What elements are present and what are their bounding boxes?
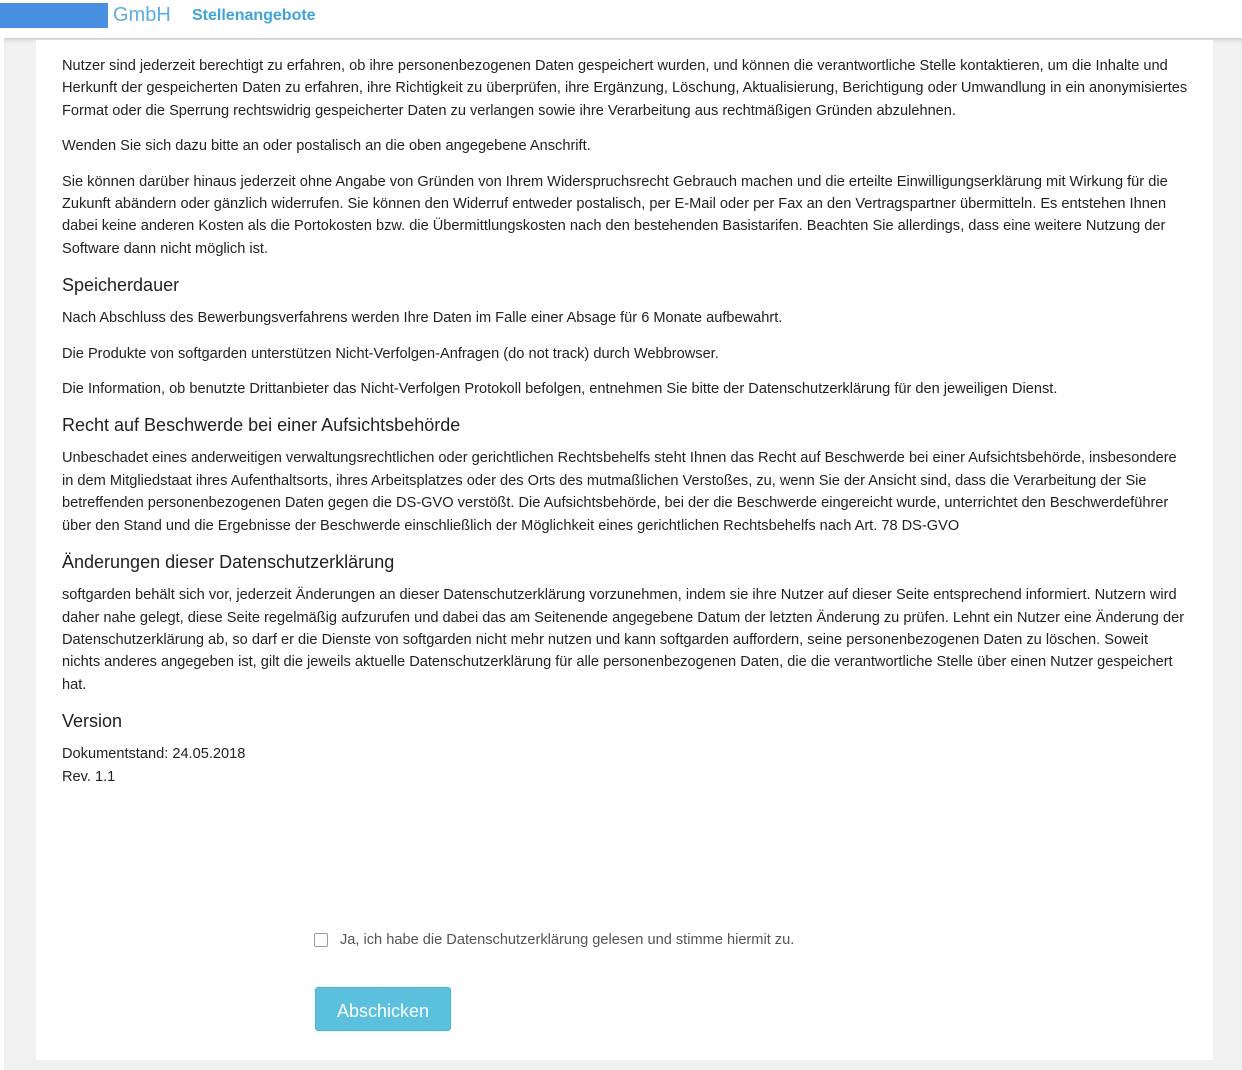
version-info <box>62 743 1190 788</box>
consent-row[interactable] <box>314 928 794 952</box>
revision: Rev. 1.1 <box>62 768 116 785</box>
submit-button[interactable]: Abschicken <box>315 987 451 1031</box>
heading-aenderungen: Änderungen dieser Datenschutzerklärung <box>62 552 395 573</box>
consent-label[interactable]: Ja, ich habe die Datenschutzerklärung gelesen und stimme hiermit zu. <box>340 932 795 948</box>
paragraph-auskunftsrecht: Nutzer sind jederzeit berechtigt zu erfahren, ob ihre personenbezogenen Daten gespeichert wurden, und können die verantwortliche Stelle kontaktieren, um die Inhalte und Herkunft der gespeicherten Daten zu erfahren, ihre Richtigkeit zu überprüfen, ihre Ergänzung, Löschung, Aktualisierung, Berichtigung oder Umwandlung in ein anonymisiertes Format oder die Sperrung rechtswidrig gespeicherter Daten zu verlangen sowie ihre Verarbeitung aus rechtmäßigen Gründen abzulehnen. <box>62 58 1188 119</box>
paragraph-do-not-track: Die Produkte von softgarden unterstützen Nicht-Verfolgen-Anfragen (do not track) durch Webbrowser. <box>62 345 719 362</box>
nav-link-stellenangebote[interactable]: Stellenangebote <box>192 7 316 24</box>
paragraph-aufbewahrung: Nach Abschluss des Bewerbungsverfahrens werden Ihre Daten im Falle einer Absage für 6 Monate aufbewahrt. <box>62 310 783 327</box>
paragraph-widerspruchsrecht: Sie können darüber hinaus jederzeit ohne Angabe von Gründen von Ihrem Widerspruchsrecht Gebrauch machen und die erteilte Einwilligungserklärung mit Wirkung für die Zukunft abändern oder gänzlich widerrufen. Sie können den Widerruf entweder postalisch, per E-Mail oder per Fax an den Vertragspartner übermitteln. Es entstehen Ihnen dabei keine anderen Kosten als die Portokosten bzw. die Übermittlungskosten nach den bestehenden Basistarifen. Beachten Sie allerdings, dass eine weitere Nutzung der Software dann nicht möglich ist. <box>62 173 1168 257</box>
company-name: GmbH <box>113 4 171 26</box>
header <box>0 0 1242 38</box>
privacy-policy-text <box>62 55 1190 788</box>
heading-version: Version <box>62 711 123 732</box>
paragraph-aenderungen: softgarden behält sich vor, jederzeit Änderungen an dieser Datenschutzerklärung vorzunehmen, indem sie ihre Nutzer auf dieser Seite entsprechend informiert. Nutzern wird daher nahe gelegt, diese Seite regelmäßig aufzurufen und dabei das am Seitenende angegebene Datum der letzten Änderung zu prüfen. Lehnt ein Nutzer eine Änderung der Datenschutzerklärung ab, so darf er die Dienste von softgarden nicht mehr nutzen und kann softgarden auffordern, seine personenbezogenen Daten zu löschen. Soweit nichts anderes angegeben ist, gilt die jeweils aktuelle Datenschutzerklärung für alle personenbezogenen Daten, die die verantwortliche Stelle über einen Nutzer gespeichert hat. <box>62 587 1185 693</box>
company-logo[interactable] <box>0 3 108 28</box>
paragraph-kontakt: Wenden Sie sich dazu bitte an oder postalisch an die oben angegebene Anschrift. <box>62 138 591 155</box>
paragraph-beschwerde: Unbeschadet eines anderweitigen verwaltungsrechtlichen oder gerichtlichen Rechtsbehelfs steht Ihnen das Recht auf Beschwerde bei einer Aufsichtsbehörde, insbesondere in dem Mitgliedstaat ihres Aufenthaltsorts, ihres Arbeitsplatzes oder des Orts des mutmaßlichen Verstoßes, zu, wenn Sie der Ansicht sind, dass die Verarbeitung der Sie betreffenden personenbezogenen Daten gegen die DS-GVO verstößt. Die Aufsichtsbehörde, bei der die Beschwerde eingereicht wurde, unterrichtet den Beschwerdeführer über den Stand und die Ergebnisse der Beschwerde einschließlich der Möglichkeit eines gerichtlichen Rechtsbehelfs nach Art. 78 DS-GVO <box>62 450 1177 534</box>
consent-checkbox[interactable] <box>314 933 328 947</box>
document-date: Dokumentstand: 24.05.2018 <box>62 746 246 763</box>
heading-beschwerde: Recht auf Beschwerde bei einer Aufsichtsbehörde <box>62 415 461 436</box>
heading-speicherdauer: Speicherdauer <box>62 275 180 296</box>
paragraph-drittanbieter: Die Information, ob benutzte Drittanbieter das Nicht-Verfolgen Protokoll befolgen, entnehmen Sie bitte der Datenschutzerklärung für den jeweiligen Dienst. <box>62 381 1058 398</box>
